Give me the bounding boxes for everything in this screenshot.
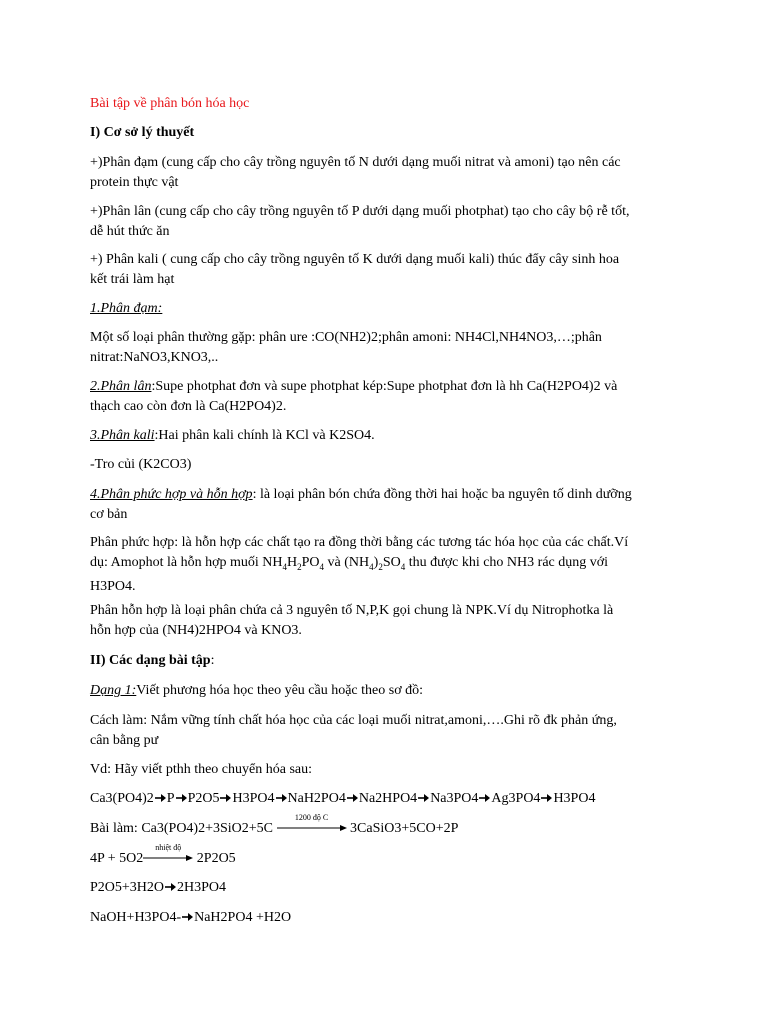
reaction-condition-arrow — [143, 843, 193, 862]
equation-1 — [90, 813, 690, 839]
paragraph-phan-kali-intro — [90, 250, 690, 290]
chain-compound: P — [166, 791, 175, 806]
chain-compound: Na2HPO4 — [358, 791, 418, 806]
section-2-heading — [90, 651, 690, 671]
subheading-phan-kali: 3.Phân kali — [90, 428, 155, 443]
equation-4 — [90, 908, 690, 928]
paragraph-amophot: Phân phức hợp: là hỗn hợp các chất tạo ra đồng thời bằng các tương tác hóa học của các chất.Ví dụ: Amophot là hỗn hợp muối $NH_4H_2PO_4$ và $(NH_4)_2SO_4$ thu được khi cho NH3 rác dụng với H3PO4. — [90, 535, 629, 594]
text-fragment: thu được khi cho NH3 rác dụng với — [405, 555, 609, 570]
text-line: cân bằng pư — [90, 733, 159, 748]
equation-left: P2O5+3H2O — [90, 880, 165, 895]
text-line: Viết phương hóa học theo yêu cầu hoặc theo sơ đồ: — [136, 683, 423, 698]
reaction-chain — [90, 789, 690, 809]
text-line: protein thực vật — [90, 175, 179, 190]
arrow-icon — [418, 793, 429, 803]
long-arrow-icon — [277, 824, 347, 832]
text-line: thạch cao còn đơn là Ca(H2PO4)2. — [90, 399, 287, 414]
equation-right: NaH2PO4 +H2O — [194, 910, 292, 925]
arrow-icon — [479, 793, 490, 803]
equation-right: 2P2O5 — [196, 851, 236, 866]
chain-compound: P2O5 — [187, 791, 220, 806]
paragraph-phan-dam-intro — [90, 153, 690, 193]
text-line: Phân hỗn hợp là loại phân chứa cả 3 nguyên tố N,P,K gọi chung là NPK.Ví dụ Nitrophotka là — [90, 603, 614, 618]
subheading-dang-1: Dạng 1: — [90, 683, 137, 698]
paragraph-npk — [90, 601, 690, 641]
paragraph-cach-lam — [90, 711, 690, 751]
section-1-heading: I) Cơ sở lý thuyết — [90, 125, 195, 140]
chain-compound: Ag3PO4 — [491, 791, 541, 806]
subheading-text: 1.Phân đạm: — [90, 301, 163, 316]
text-line: +)Phân lân (cung cấp cho cây trồng nguyên tố P dưới dạng muối photphat) tạo cho cây bộ rễ tốt, — [90, 204, 630, 219]
text-fragment: : — [210, 653, 215, 668]
text-line: Phân phức hợp: là hỗn hợp các chất tạo ra đồng thời bằng các tương tác hóa học của các chất.Ví — [90, 535, 629, 550]
text-line: dụ: Amophot là hỗn hợp muối NH — [90, 555, 283, 570]
equation-left: Bài làm: Ca3(PO4)2+3SiO2+5C — [90, 821, 274, 836]
paragraph-phan-phuc-hop — [90, 485, 690, 525]
arrow-icon — [176, 793, 187, 803]
equation-right: 2H3PO4 — [177, 880, 227, 895]
document-title: Bài tập về phân bón hóa học — [90, 96, 250, 111]
equation-2 — [90, 843, 690, 869]
arrow-icon — [165, 882, 176, 892]
chain-compound: Ca3(PO4)2 — [90, 791, 154, 806]
line-tro-cui: -Tro củi (K2CO3) — [90, 457, 192, 472]
subheading-phan-phuc-hop: 4.Phân phức hợp và hỗn hợp — [90, 487, 253, 502]
condition-label: 1200 độ C — [294, 813, 329, 822]
text-line: hỗn hợp của (NH4)2HPO4 và KNO3. — [90, 623, 302, 638]
chain-compound: NaH2PO4 — [287, 791, 346, 806]
chain-compound: H3PO4 — [232, 791, 275, 806]
reaction-condition-arrow — [277, 813, 347, 832]
equation-right: 3CaSiO3+5CO+2P — [350, 821, 459, 836]
chain-compound: Na3PO4 — [430, 791, 479, 806]
text-line: : là loại phân bón chứa đồng thời hai hoặc ba nguyên tố dinh dưỡng — [252, 487, 632, 502]
text-line: H3PO4. — [90, 578, 136, 594]
long-arrow-icon — [143, 854, 193, 862]
chain-compound: H3PO4 — [553, 791, 596, 806]
equation-3 — [90, 878, 690, 898]
equation-left: 4P + 5O2 — [90, 851, 144, 866]
arrow-icon — [276, 793, 287, 803]
text-line: Một số loại phân thường gặp: phân ure :CO(NH2)2;phân amoni: NH4Cl,NH4NO3,…;phân — [90, 330, 602, 345]
paragraph-phan-dam — [90, 328, 690, 368]
text-line: :Hai phân kali chính là KCl và K2SO4. — [154, 428, 375, 443]
text-line: :Supe photphat đơn và supe photphat kép:Supe photphat đơn là hh Ca(H2PO4)2 và — [151, 379, 618, 394]
paragraph-phan-lan-intro — [90, 202, 690, 242]
subheading-phan-lan: 2.Phân lân — [90, 379, 152, 394]
arrow-icon — [155, 793, 166, 803]
text-line: +)Phân đạm (cung cấp cho cây trồng nguyên tố N dưới dạng muối nitrat và amoni) tạo nên các — [90, 155, 621, 170]
text-line: kết trái làm hạt — [90, 272, 175, 287]
paragraph-dang-1 — [90, 681, 690, 701]
paragraph-phan-lan — [90, 377, 690, 417]
paragraph-vi-du: Vd: Hãy viết pthh theo chuyển hóa sau: — [90, 762, 313, 777]
text-fragment: và (NH — [324, 555, 370, 570]
arrow-icon — [347, 793, 358, 803]
text-line: nitrat:NaNO3,KNO3,.. — [90, 350, 219, 365]
text-line: cơ bản — [90, 507, 128, 522]
text-line: +) Phân kali ( cung cấp cho cây trồng nguyên tố K dưới dạng muối kali) thúc đẩy cây sinh hoa — [90, 252, 620, 267]
section-2-heading-text: II) Các dạng bài tập — [90, 653, 211, 668]
arrow-icon — [541, 793, 552, 803]
equation-left: NaOH+H3PO4- — [90, 910, 182, 925]
text-line: dễ hút thức ăn — [90, 224, 170, 239]
arrow-icon — [182, 912, 193, 922]
arrow-icon — [220, 793, 231, 803]
text-line: Cách làm: Nắm vững tính chất hóa học của các loại muối nitrat,amoni,….Ghi rõ đk phản ứng, — [90, 713, 617, 728]
condition-label: nhiệt độ — [155, 843, 182, 852]
subheading-phan-dam — [90, 299, 690, 319]
paragraph-phan-kali — [90, 426, 690, 446]
